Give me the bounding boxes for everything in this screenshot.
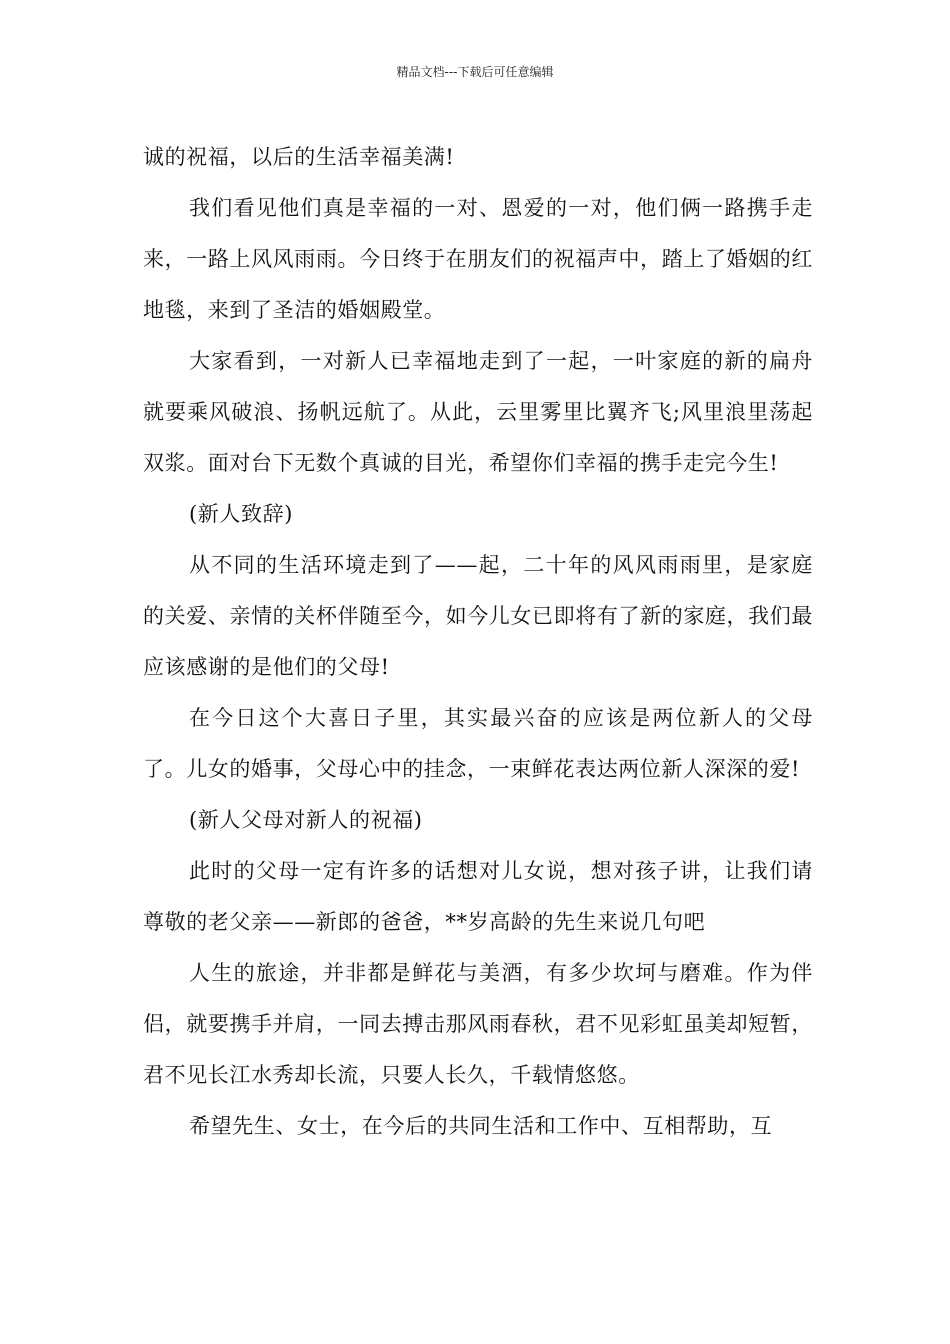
paragraph: 我们看见他们真是幸福的一对、恩爱的一对，他们俩一路携手走来，一路上风风雨雨。今日终于在朋友们的祝福声中，踏上了婚姻的红地毯，来到了圣洁的婚姻殿堂。 (143, 196, 813, 322)
document-body (143, 132, 813, 1152)
paragraph: 在今日这个大喜日子里，其实最兴奋的应该是两位新人的父母了。儿女的婚事，父母心中的挂念，一束鲜花表达两位新人深深的爱! (143, 706, 813, 781)
paragraph: 人生的旅途，并非都是鲜花与美酒，有多少坎坷与磨难。作为伴侣，就要携手并肩，一同去搏击那风雨春秋，君不见彩虹虽美却短暂，君不见长江水秀却长流，只要人长久，千载情悠悠。 (143, 961, 813, 1087)
paragraph: 大家看到，一对新人已幸福地走到了一起，一叶家庭的新的扁舟就要乘风破浪、扬帆远航了。从此，云里雾里比翼齐飞;风里浪里荡起双浆。面对台下无数个真诚的目光，希望你们幸福的携手走完今生! (143, 349, 813, 475)
paragraph: 此时的父母一定有许多的话想对儿女说，想对孩子讲，让我们请 尊敬的老父亲——新郎的爸爸，**岁高龄的先生来说几句吧 (143, 859, 813, 934)
paragraph-stage-note: (新人父母对新人的祝福) (189, 808, 423, 832)
paragraph-continuation: 诚的祝福，以后的生活幸福美满! (143, 145, 455, 169)
paragraph-stage-note: (新人致辞) (189, 502, 293, 526)
page-header: 精品文档---下载后可任意编辑 (396, 65, 554, 79)
paragraph: 从不同的生活环境走到了——起，二十年的风风雨雨里，是家庭的关爱、亲情的关杯伴随至今，如今儿女已即将有了新的家庭，我们最应该感谢的是他们的父母! (143, 553, 813, 679)
paragraph: 希望先生、女士，在今后的共同生活和工作中、互相帮助，互 (189, 1114, 773, 1138)
